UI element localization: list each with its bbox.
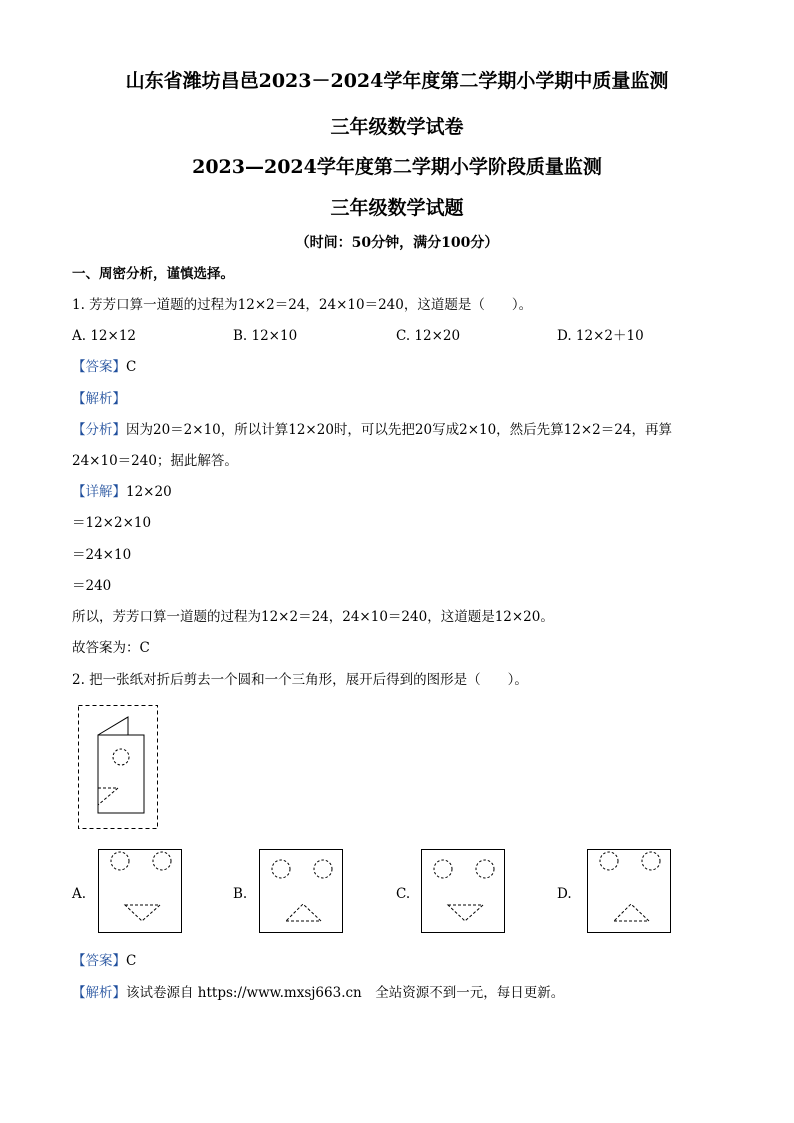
paper-title-line1: 山东省潍坊昌邑2023－2024学年度第二学期小学期中质量监测 [125,70,669,92]
q2-option-b-label: B. [233,886,248,902]
paper-title-line4: 三年级数学试题 [330,197,464,219]
answer-tag: 【答案】 [72,953,126,969]
section-heading: 一、周密分析，谨慎选择。 [72,266,234,282]
q1-detail-line1 [72,482,172,502]
q1-fenxi-line2: 24×10＝240；据此解答。 [72,453,238,469]
q2-option-a-label: A. [72,886,87,902]
q1-option-b: B. 12×10 [233,328,298,344]
q2-option-c-figure [421,849,505,933]
q2-option-b-figure [259,849,343,933]
answer-value: C [126,359,137,375]
q2-option-c-label: C. [396,886,411,902]
paper-title-line2: 三年级数学试卷 [330,116,464,138]
analysis-tag: 【解析】 [72,985,126,1001]
fenxi-tag: 【分析】 [72,422,126,438]
folded-paper-figure [78,705,158,830]
q1-detail-line2: ＝12×2×10 [72,515,152,531]
q1-detail-line4: ＝240 [72,578,112,594]
paper-title-line3: 2023—2024学年度第二学期小学阶段质量监测 [192,156,602,178]
q1-final-answer: 故答案为：C [72,640,150,656]
exam-time-info: （时间：50分钟，满分100分） [295,235,499,251]
q1-conclusion: 所以，芳芳口算一道题的过程为12×2＝24，24×10＝240，这道题是12×20。 [72,609,554,625]
q1-analysis-tag: 【解析】 [72,391,126,407]
q1-option-a: A. 12×12 [72,328,136,344]
q1-detail-line3: ＝24×10 [72,547,132,563]
q2-option-d-figure [587,849,671,933]
q1-stem: 1. 芳芳口算一道题的过程为12×2＝24，24×10＝240，这道题是（ ）。 [72,297,533,313]
q2-option-d-label: D. [557,886,572,902]
q2-analysis [72,983,564,1003]
answer-tag: 【答案】 [72,359,126,375]
q1-option-c: C. 12×20 [396,328,461,344]
answer-value: C [126,953,137,969]
q2-option-a-figure [98,849,182,933]
analysis-text: 该试卷源自 https://www.mxsj663.cn 全站资源不到一元，每日更新。 [126,985,565,1001]
detail-tag: 【详解】 [72,484,126,500]
q1-option-d: D. 12×2＋10 [557,328,644,344]
q1-answer [72,357,136,377]
q1-fenxi-line1 [72,420,672,440]
q2-stem: 2. 把一张纸对折后剪去一个圆和一个三角形，展开后得到的图形是（ ）。 [72,672,528,688]
detail-text: 12×20 [126,484,172,500]
fenxi-text: 因为20＝2×10，所以计算12×20时，可以先把20写成2×10，然后先算12×2＝24，再算 [126,422,672,438]
q2-answer [72,951,136,971]
